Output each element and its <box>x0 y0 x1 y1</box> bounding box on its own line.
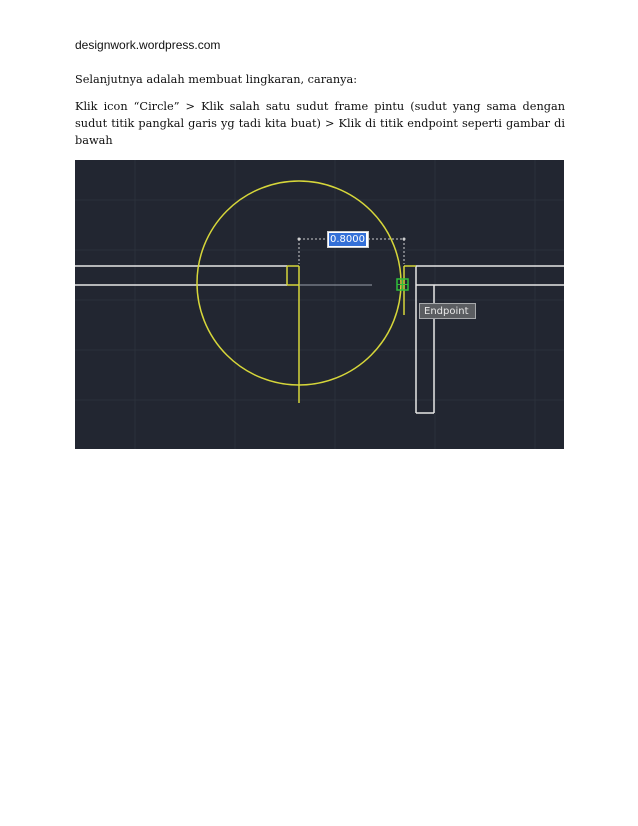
dimension-input[interactable] <box>327 231 369 248</box>
dimension-value: 0.8000 <box>330 234 365 245</box>
intro-paragraph: Selanjutnya adalah membuat lingkaran, caranya: <box>75 73 358 86</box>
header-url: designwork.wordpress.com <box>75 38 221 52</box>
dimension-end-left <box>298 238 301 241</box>
endpoint-tooltip: Endpoint <box>419 303 476 319</box>
door-frame-right <box>416 266 434 413</box>
cad-drawing <box>75 160 564 449</box>
wall-lines <box>75 266 564 285</box>
cad-screenshot <box>75 160 564 449</box>
instruction-paragraph: Klik icon “Circle” > Klik salah satu sudut frame pintu (sudut yang sama dengan sudut titik pangkal garis yg tadi kita buat) > Klik di titik endpoint seperti gambar di bawah <box>75 100 565 147</box>
cad-grid <box>75 160 564 449</box>
endpoint-snap-marker <box>397 279 408 290</box>
dimension-end-right <box>403 238 406 241</box>
